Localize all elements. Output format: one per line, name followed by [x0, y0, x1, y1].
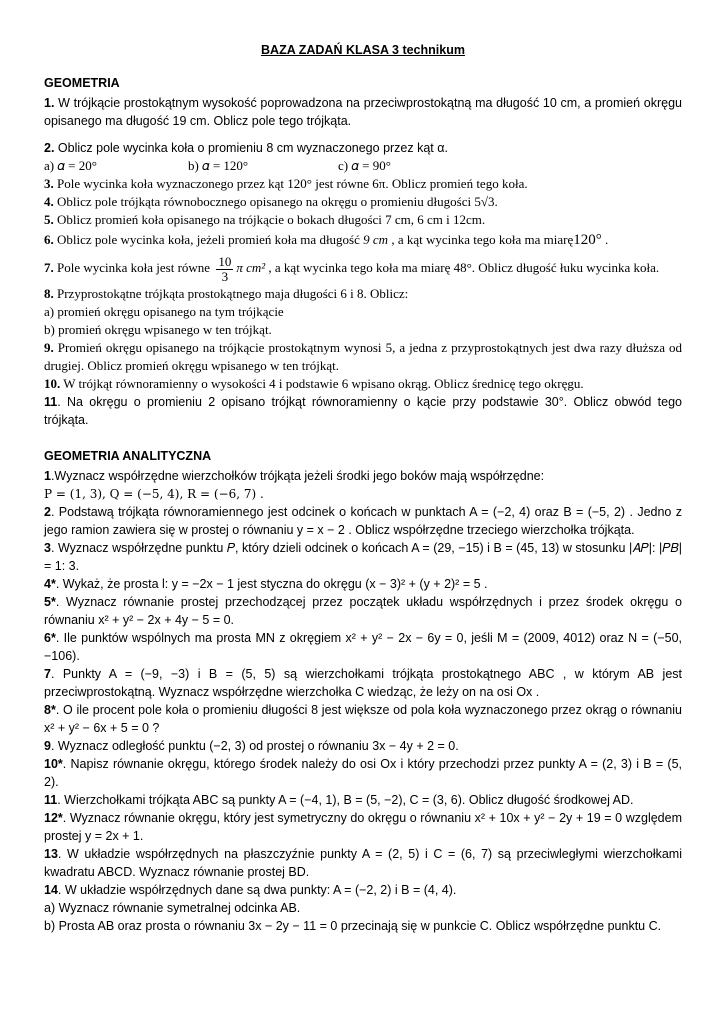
task-number: 8. [44, 286, 54, 301]
task-number: 11 [44, 793, 58, 807]
document-title: BAZA ZADAŃ KLASA 3 technikum [261, 43, 465, 57]
task-number: 3 [44, 541, 51, 555]
task-number: 2 [44, 505, 51, 519]
task-text: . Podstawą trójkąta równoramiennego jest odcinek o końcach w punktach A = (−2, 4) oraz B = (−5, 2) . Jedno z jego ramion zawiera się w prostej o równaniu y = x − 2 . Oblicz współrzędne trzeciego wierzchołka trójkąta. [44, 505, 682, 537]
task-text: . Na okręgu o promieniu 2 opisano trójkąt równoramienny o kącie przy podstawie 30°. Oblicz obwód tego trójkąta. [44, 395, 682, 427]
task-text: . W układzie współrzędnych na płaszczyźnie punkty A = (2, 5) i C = (6, 7) są przeciwległymi wierzchołkami kwadratu ABCD. Wyznacz równanie prostej BD. [44, 847, 682, 879]
angle-value: 48° [453, 260, 472, 275]
fraction-denominator: 3 [221, 268, 229, 284]
section-heading-analityczna: GEOMETRIA ANALITYCZNA [44, 449, 212, 463]
task-number: 7. [44, 260, 54, 275]
task-text: . Wyznacz odległość punktu (−2, 3) od prostej o równaniu 3x − 4y + 2 = 0. [50, 739, 459, 753]
task-analityczna-8 [44, 701, 682, 737]
task-analityczna-14-b: b) Prosta AB oraz prosta o równaniu 3x − 2y − 11 = 0 przecinają się w punkcie C. Oblicz współrzędne punktu C. [44, 919, 662, 933]
task-geometria-2 [44, 139, 682, 157]
section-heading-geometria: GEOMETRIA [44, 76, 120, 90]
task-geometria-5 [44, 211, 682, 229]
task-analityczna-10 [44, 755, 682, 791]
task-analityczna-3 [44, 539, 682, 575]
task-analityczna-6 [44, 629, 682, 665]
task-text: . Wyznacz współrzędne punktu 𝑃, który dzieli odcinek o końcach A = (29, −15) i B = (45, 13) w stosunku |𝐴𝑃|: |𝑃𝐵| = 1: 3. [44, 541, 682, 573]
task-number: 1 [44, 469, 51, 483]
task-number: 5. [44, 212, 54, 227]
task-number: 9. [44, 340, 54, 355]
task-geometria-8 [44, 285, 682, 303]
task-geometria-10 [44, 375, 682, 393]
task-text: . Wyznacz równanie prostej przechodzącej przez początek układu współrzędnych i przez środek okręgu o równaniu x² + y² − 2x + 4y − 5 = 0. [44, 595, 682, 627]
task-analityczna-12 [44, 809, 682, 845]
task-text: Przyprostokątne trójkąta prostokątnego maja długości 6 i 8. Oblicz: [53, 286, 409, 301]
task-geometria-8-a: a) promień okręgu opisanego na tym trójkącie [44, 304, 284, 319]
task-text: .Wyznacz współrzędne wierzchołków trójkąta jeżeli środki jego boków mają współrzędne: [50, 469, 545, 483]
task-analityczna-5 [44, 593, 682, 629]
task-number: 6* [44, 631, 56, 645]
task-number: 7 [44, 667, 51, 681]
option-a: a) 𝛼 = 20° [44, 158, 97, 173]
task-analityczna-9 [44, 737, 682, 755]
task-geometria-1 [44, 94, 682, 130]
task-geometria-6 [44, 229, 682, 251]
task-number: 4* [44, 577, 56, 591]
task-geometria-4 [44, 193, 682, 211]
task-number: 4. [44, 194, 54, 209]
task-text: . Wykaż, że prosta l: y = −2x − 1 jest styczna do okręgu (x − 3)² + (y + 2)² = 5 . [55, 577, 488, 591]
task-text: Oblicz pole trójkąta równobocznego opisanego na okręgu o promieniu długości 5√3. [53, 194, 498, 209]
task-analityczna-4 [44, 575, 682, 593]
task-number: 11 [44, 395, 58, 409]
task-text: . Punkty A = (−9, −3) i B = (5, 5) są wierzchołkami trójkąta prostokątnego ABC , w którym AB jest przeciwprostokątną. Wyznacz współrzędne wierzchołka C wiedząc, że leży on na osi Ox . [44, 667, 682, 699]
task-analityczna-11 [44, 791, 682, 809]
task-analityczna-14 [44, 881, 682, 899]
task-text: . O ile procent pole koła o promieniu długości 8 jest większe od pola koła wyznaczonego przez okrąg o równaniu x² + y² − 6x + 5 = 0 ? [44, 703, 682, 735]
task-geometria-7 [44, 251, 682, 285]
angle-value: 120° [573, 232, 602, 248]
task-number: 9 [44, 739, 51, 753]
task-number: 6. [44, 232, 54, 247]
task-number: 3. [44, 176, 54, 191]
task-text: Pole wycinka koła wyznaczonego przez kąt 120° jest równe 6π. Oblicz promień tego koła. [53, 176, 528, 191]
task-number: 14 [44, 883, 58, 897]
task-text: . [601, 232, 609, 247]
task-geometria-3 [44, 175, 682, 193]
task-number: 13 [44, 847, 58, 861]
fraction [216, 255, 233, 284]
length-value: 9 cm [363, 232, 389, 247]
task-text: . Ile punktów wspólnych ma prosta MN z okręgiem x² + y² − 2x − 6y = 0, jeśli M = (2009, 4012) oraz N = (−50, −106). [44, 631, 682, 663]
task-text: Oblicz pole wycinka koła, jeżeli promień koła ma długość [53, 232, 364, 247]
task-geometria-9 [44, 339, 682, 375]
task-text: . Napisz równanie okręgu, którego środek należy do osi Ox i który przechodzi przez punkty A = (2, 3) i B = (5, 2). [44, 757, 682, 789]
task-text: , a kąt wycinka tego koła ma miarę [265, 260, 454, 275]
task-text: . Wierzchołkami trójkąta ABC są punkty A = (−4, 1), B = (5, −2), C = (3, 6). Oblicz długość środkowej AD. [57, 793, 634, 807]
document-page [44, 43, 682, 935]
task-number: 10* [44, 757, 63, 771]
task-text: . Oblicz długość łuku wycinka koła. [471, 260, 660, 275]
task-text: , a kąt wycinka tego koła ma miarę [388, 232, 574, 247]
task-number: 5* [44, 595, 56, 609]
task-number: 10. [44, 376, 61, 391]
task-text: . Wyznacz równanie okręgu, który jest symetryczny do okręgu o równaniu x² + 10x + y² − 2y + 19 = 0 względem prostej y = 2x + 1. [44, 811, 682, 843]
task-number: 1. [44, 96, 55, 110]
task-analityczna-1-points: P = (1, 3), Q = (−5, 4), R = (−6, 7) . [44, 487, 264, 501]
task-text: Oblicz pole wycinka koła o promieniu 8 cm wyznaczonego przez kąt α. [54, 141, 448, 155]
option-b: b) 𝛼 = 120° [188, 158, 249, 173]
task-text: . W układzie współrzędnych dane są dwa punkty: A = (−2, 2) i B = (4, 4). [57, 883, 457, 897]
pi-unit: π cm² [236, 260, 266, 275]
task-text: W trójkąt równoramienny o wysokości 4 i podstawie 6 wpisano okrąg. Oblicz średnicę tego okręgu. [60, 376, 584, 391]
task-number: 2. [44, 141, 55, 155]
task-analityczna-13 [44, 845, 682, 881]
task-text: Promień okręgu opisanego na trójkącie prostokątnym wynosi 5, a jedna z przyprostokątnych jest dwa razy dłuższa od drugiej. Oblicz promień okręgu wpisanego w ten trójkąt. [44, 340, 682, 373]
task-analityczna-2 [44, 503, 682, 539]
task-geometria-8-b: b) promień okręgu wpisanego w ten trójkąt. [44, 322, 272, 337]
task-analityczna-14-a: a) Wyznacz równanie symetralnej odcinka AB. [44, 901, 301, 915]
task-geometria-2-options [44, 157, 682, 175]
task-number: 8* [44, 703, 56, 717]
task-geometria-11 [44, 393, 682, 429]
task-text: Oblicz promień koła opisanego na trójkącie o bokach długości 7 cm, 6 cm i 12cm. [53, 212, 486, 227]
task-analityczna-1 [44, 467, 682, 485]
task-number: 12* [44, 811, 63, 825]
option-c: c) 𝛼 = 90° [338, 158, 391, 173]
task-text: W trójkącie prostokątnym wysokość poprowadzona na przeciwprostokątną ma długość 10 cm, a promień okręgu opisanego ma długość 19 cm. Oblicz pole tego trójkąta. [44, 96, 682, 128]
fraction-numerator: 10 [218, 253, 232, 269]
task-text: Pole wycinka koła jest równe [53, 260, 214, 275]
task-analityczna-7 [44, 665, 682, 701]
